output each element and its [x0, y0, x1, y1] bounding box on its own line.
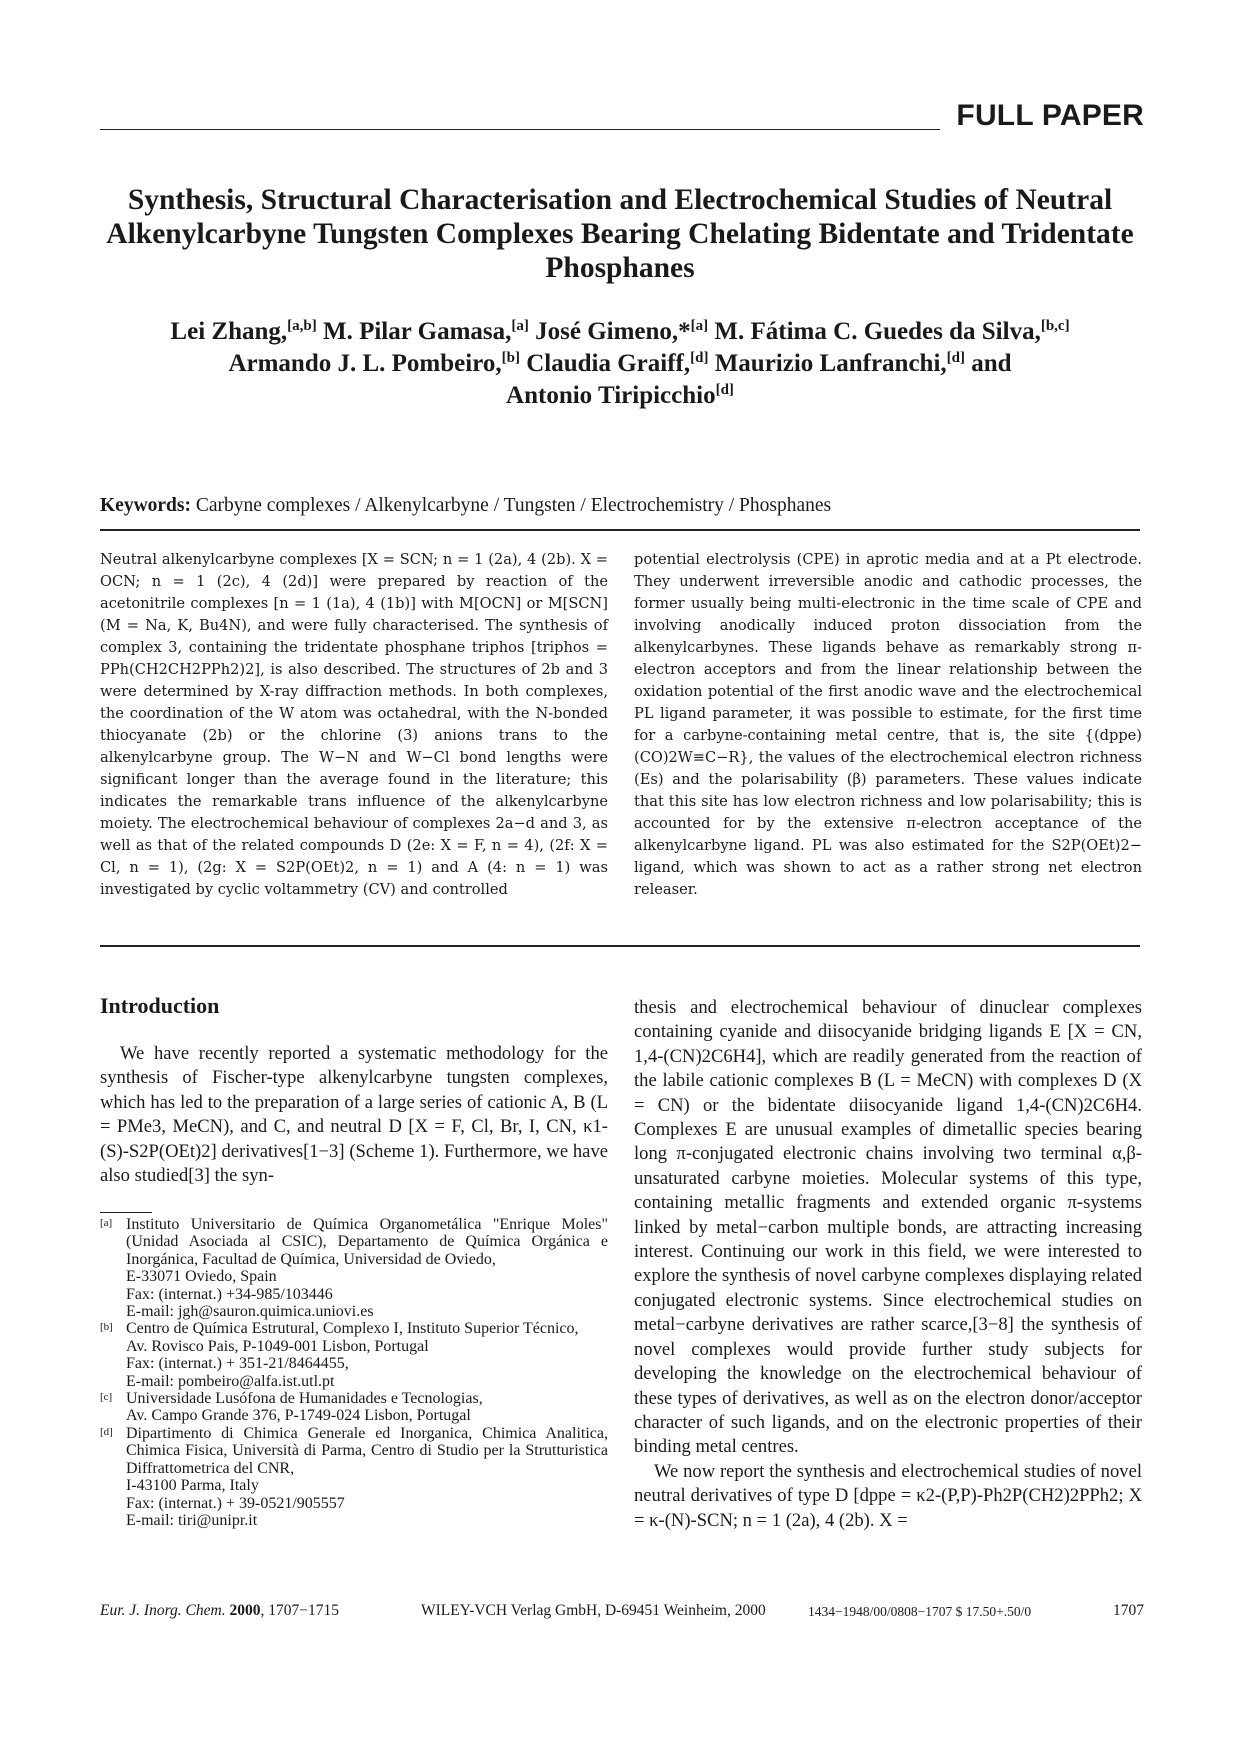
author-affiliation: [a] — [690, 318, 709, 334]
footer-journal: Eur. J. Inorg. Chem. — [100, 1602, 226, 1619]
footnote-a — [100, 1216, 608, 1320]
author-name: M. Pilar Gamasa, — [322, 318, 512, 345]
introduction-paragraph: We have recently reported a systematic methodology for the synthesis of Fischer-type alkenylcarbyne tungsten complexes, which has led to the preparation of a large series of cationic A, B (L = PMe3, MeCN), and C, and neutral D [X = F, Cl, Br, I, CN, κ1-(S)-S2P(OEt)2] derivatives[1−3] (Scheme 1). Furthermore, we have also studied[3] the syn- — [100, 1043, 608, 1187]
header-rule — [100, 129, 940, 130]
author-affiliation: [b] — [501, 350, 520, 366]
keywords — [100, 495, 831, 517]
footnote-line: Fax: (internat.) +34-985/103446 — [126, 1285, 333, 1303]
footnote-line: Av. Rovisco Pais, P-1049-001 Lisbon, Portugal — [126, 1337, 429, 1355]
footnote-line: E-mail: tiri@unipr.it — [126, 1511, 258, 1529]
author-affiliation: [d] — [690, 350, 709, 366]
footer-issn: 1434−1948/00/0808−1707 $ 17.50+.50/0 — [808, 1604, 1032, 1619]
introduction-right-column — [634, 996, 1142, 1533]
author-name: José Gimeno,* — [535, 318, 691, 345]
author-list — [110, 316, 1130, 412]
footnote-mark: [d] — [100, 1425, 113, 1438]
footnote-line: Dipartimento di Chimica Generale ed Inorganica, Chimica Analitica, Chimica Fisica, Università di Parma, Centro di Studio per la Strutturistica Diffrattometrica del CNR, — [126, 1424, 608, 1477]
footnote-line: Fax: (internat.) + 39-0521/905557 — [126, 1494, 345, 1512]
footnote-line: Av. Campo Grande 376, P-1749-024 Lisbon, Portugal — [126, 1407, 471, 1425]
footnote-mark: [c] — [100, 1391, 113, 1404]
footer-publisher: WILEY-VCH Verlag GmbH, D-69451 Weinheim, 2000 — [421, 1602, 766, 1619]
author-conjunction: and — [971, 350, 1012, 377]
abstract-left-column — [100, 549, 608, 901]
affiliation-footnotes — [100, 1216, 608, 1529]
author-affiliation: [a,b] — [287, 318, 317, 334]
footnote-rule — [100, 1212, 152, 1213]
abstract-top-rule — [100, 529, 1140, 531]
footnote-line: E-33071 Oviedo, Spain — [126, 1268, 277, 1286]
section-label: FULL PAPER — [956, 99, 1144, 132]
abstract-right-column — [634, 549, 1142, 901]
footnote-line: Fax: (internat.) + 351-21/8464455, — [126, 1355, 349, 1373]
author-affiliation: [a] — [511, 318, 529, 334]
introduction-paragraph: thesis and electrochemical behaviour of dinuclear complexes containing cyanide and diisocyanide bridging ligands E [X = CN, 1,4-(CN)2C6H4], which are readily generated from the reaction of the labile cationic complexes B (L = MeCN) with complexes D (X = CN) or the bidentate diisocyanide ligand 1,4-(CN)2C6H4. Complexes E are unusual examples of dimetallic species bearing long π-conjugated electronic chains involving two terminal α,β-unsaturated carbyne moieties. Molecular systems of this type, containing metallic fragments and extended organic π-systems linked by metal−carbon multiple bonds, are attracting increasing interest. Continuing our work in this field, we were interested to explore the synthesis of novel carbyne complexes displaying related conjugated electronic systems. Since electrochemical studies on metal−carbyne derivatives are rather scarce,[3−8] the synthesis of novel complexes would provide further study subjects for developing the knowledge on the electrochemical behaviour of these types of derivatives, as well as on the electron donor/acceptor character of such ligands, and on the electronic properties of their binding metal centres. — [634, 997, 1142, 1458]
footnote-line: E-mail: pombeiro@alfa.ist.utl.pt — [126, 1372, 335, 1390]
footer-citation — [100, 1602, 339, 1620]
abstract-text-right: potential electrolysis (CPE) in aprotic media and at a Pt electrode. They underwent irreversible anodic and cathodic processes, the former usually being multi-electronic in the time scale of CPE and involving anodically induced proton dissociation from the alkenylcarbynes. These ligands behave as remarkably strong π-electron acceptors and from the linear relationship between the oxidation potential of the first anodic wave and the electrochemical PL ligand parameter, it was possible to estimate, for the first time for a carbyne-containing metal centre, that is, the site {(dppe)(CO)2W≡C−R}, the values of the electrochemical electron richness (Es) and the polarisability (β) parameters. These values indicate that this site has low electron richness and low polarisability; this is accounted for by the extensive π-electron acceptance of the alkenylcarbyne ligand. PL was also estimated for the S2P(OEt)2− ligand, which was shown to act as a rather strong net electron releaser. — [634, 551, 1142, 898]
footnote-line: Centro de Química Estrutural, Complexo I, Instituto Superior Técnico, — [126, 1320, 579, 1338]
author-affiliation: [d] — [715, 382, 734, 398]
footnote-mark: [b] — [100, 1321, 113, 1334]
footnote-c — [100, 1390, 608, 1425]
footnote-line: Instituto Universitario de Química Organometálica "Enrique Moles" (Unidad Asociada al CSIC), Departamento de Química Orgánica e Inorgánica, Facultad de Química, Universidad de Oviedo, — [126, 1216, 608, 1268]
footer-pages: , 1707−1715 — [260, 1602, 339, 1619]
footnote-mark: [a] — [100, 1217, 113, 1229]
author-name: Maurizio Lanfranchi, — [714, 350, 947, 377]
footnote-d — [100, 1425, 608, 1529]
author-name: M. Fátima C. Guedes da Silva, — [714, 318, 1041, 345]
author-name: Armando J. L. Pombeiro, — [228, 350, 502, 377]
introduction-paragraph: We now report the synthesis and electrochemical studies of novel neutral derivatives of type D [dppe = κ2-(P,P)-Ph2P(CH2)2PPh2; X = κ-(N)-SCN; n = 1 (2a), 4 (2b). X = — [634, 1460, 1142, 1531]
keywords-text: Carbyne complexes / Alkenylcarbyne / Tungsten / Electrochemistry / Phosphanes — [195, 495, 832, 516]
paper-title: Synthesis, Structural Characterisation and Electrochemical Studies of Neutral Alkenylcarbyne Tungsten Complexes Bearing Chelating Bidentate and Tridentate Phosphanes — [106, 184, 1134, 284]
introduction-heading: Introduction — [100, 993, 220, 1018]
abstract-text-left: Neutral alkenylcarbyne complexes [X = SCN; n = 1 (2a), 4 (2b). X = OCN; n = 1 (2c), 4 (2d)] were prepared by reaction of the acetonitrile complexes [n = 1 (1a), 4 (1b)] with M[OCN] or M[SCN] (M = Na, K, Bu4N), and were fully characterised. The synthesis of complex 3, containing the tridentate phosphane triphos [triphos = PPh(CH2CH2PPh2)2], is also described. The structures of 2b and 3 were determined by X-ray diffraction methods. In both complexes, the coordination of the W atom was octahedral, with the N-bonded thiocyanate (2b) or the chlorine (3) anions trans to the alkenylcarbyne group. The W−N and W−Cl bond lengths were significant longer than the average found in the literature; this indicates the remarkable trans influence of the alkenylcarbyne moiety. The electrochemical behaviour of complexes 2a−d and 3, as well as that of the related compounds D (2e: X = F, n = 4), (2f: X = Cl, n = 1), (2g: X = S2P(OEt)2, n = 1) and A (4: n = 1) was investigated by cyclic voltammetry (CV) and controlled — [100, 551, 608, 898]
footer-year: 2000 — [229, 1602, 261, 1619]
page-number: 1707 — [1113, 1602, 1144, 1619]
footnote-line: Universidade Lusófona de Humanidades e Tecnologias, — [126, 1390, 483, 1408]
abstract-bottom-rule — [100, 945, 1140, 947]
footnote-line: I-43100 Parma, Italy — [126, 1477, 259, 1495]
footnote-b — [100, 1320, 608, 1390]
author-affiliation: [b,c] — [1040, 318, 1070, 334]
author-affiliation: [d] — [946, 350, 965, 366]
author-name: Claudia Graiff, — [526, 350, 691, 377]
footnote-line: E-mail: jgh@sauron.quimica.uniovi.es — [126, 1303, 374, 1321]
keywords-label: Keywords: — [100, 495, 191, 516]
author-name: Lei Zhang, — [170, 318, 288, 345]
introduction-left-column — [100, 1042, 608, 1188]
author-name: Antonio Tiripicchio — [506, 382, 716, 409]
